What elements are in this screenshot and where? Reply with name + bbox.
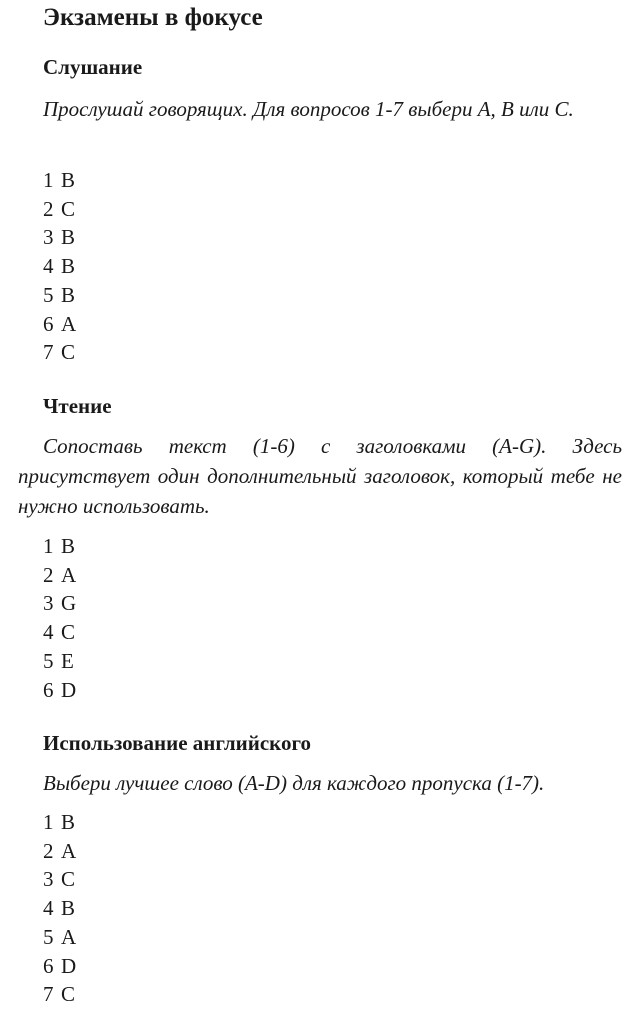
answer-number: 1 [43,168,54,192]
answer-item [43,676,76,705]
answer-number: 3 [43,867,54,892]
section-instruction-reading: Сопоставь текст (1-6) с заголовками (A-G). Здесь присутствует один дополнительный заголовок, который тебе не нужно использовать. [18,434,622,518]
answer-letter: D [61,677,77,702]
answer-letter: A [61,838,77,863]
section-heading-use-of-english: Использование английского [43,731,311,755]
answer-letter: E [61,648,74,673]
answer-number: 2 [43,562,54,587]
answer-letter: D [61,953,77,978]
answer-item [43,865,76,894]
answer-letter: A [61,311,77,336]
answer-number: 5 [43,282,54,307]
answer-number: 1 [43,534,54,558]
answer-list-use-of-english [43,808,76,1009]
section-heading-reading: Чтение [43,394,112,418]
answer-item [43,281,76,310]
answer-number: 3 [43,225,54,250]
section-heading-listening: Слушание [43,55,143,79]
answer-number: 3 [43,591,54,616]
answer-number: 4 [43,620,54,645]
answer-item [43,647,76,676]
answer-item [43,894,76,923]
answer-item [43,338,76,367]
answer-number: 6 [43,953,54,978]
answer-number: 1 [43,810,54,834]
answer-item [43,166,76,195]
answer-number: 7 [43,982,54,1007]
answer-number: 4 [43,254,54,279]
answer-letter: B [61,534,76,558]
answer-item [43,589,76,618]
answer-letter: C [61,620,76,645]
page-title: Экзамены в фокусе [43,4,263,31]
section-instruction-listening: Прослушай говорящих. Для вопросов 1-7 выбери А, В или С. [43,97,574,121]
answer-letter: B [61,896,76,921]
section-instruction-use-of-english: Выбери лучшее слово (A-D) для каждого пропуска (1-7). [43,771,545,795]
answer-number: 7 [43,340,54,365]
answer-letter: B [61,254,76,279]
answer-list-listening [43,166,76,367]
answer-letter: C [61,867,76,892]
answer-list-reading [43,532,76,704]
answer-letter: C [61,340,76,365]
answer-letter: C [61,982,76,1007]
answer-item [43,980,76,1009]
answer-letter: B [61,225,76,250]
answer-item [43,808,76,837]
answer-number: 4 [43,896,54,921]
answer-item [43,195,76,224]
answer-letter: G [61,591,77,616]
answer-letter: B [61,810,76,834]
answer-letter: B [61,168,76,192]
answer-item [43,223,76,252]
answer-number: 2 [43,838,54,863]
answer-letter: A [61,562,77,587]
answer-item [43,252,76,281]
answer-letter: B [61,282,76,307]
answer-number: 2 [43,196,54,221]
answer-item [43,561,76,590]
answer-item [43,532,76,561]
answer-number: 5 [43,924,54,949]
answer-number: 6 [43,311,54,336]
answer-number: 5 [43,648,54,673]
answer-item [43,923,76,952]
answer-item [43,952,76,981]
answer-number: 6 [43,677,54,702]
answer-letter: C [61,196,76,221]
answer-item [43,618,76,647]
answer-item [43,310,76,339]
answer-letter: A [61,924,77,949]
answer-item [43,837,76,866]
